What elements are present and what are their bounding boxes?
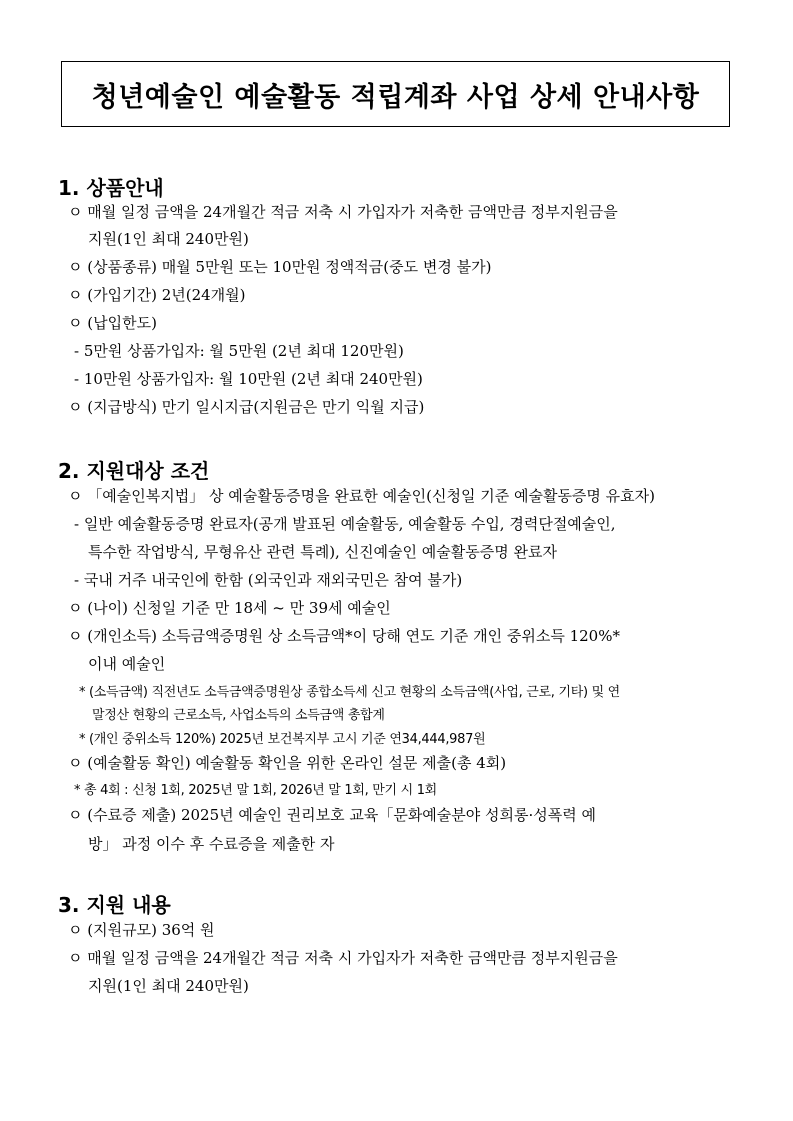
note-median-income: * (개인 중위소득 120%) 2025년 보건복지부 고시 기준 연34,444,987원	[79, 732, 486, 747]
eligibility-line-1: ㅇ 「예술인복지법」 상 예술활동증명을 완료한 예술인(신청일 기준 예술활동증명 유효자)	[68, 487, 656, 505]
eligibility-line-2: - 일반 예술활동증명 완료자(공개 발표된 예술활동, 예술활동 수입, 경력단절예술인,	[74, 515, 616, 533]
product-payment-line: ㅇ (지급방식) 만기 일시지급(지원금은 만기 익월 지급)	[68, 398, 425, 416]
product-period-line: ㅇ (가입기간) 2년(24개월)	[68, 286, 246, 304]
product-line-2: 지원(1인 최대 240만원)	[88, 230, 249, 248]
product-type-line: ㅇ (상품종류) 매월 5만원 또는 10만원 정액적금(중도 변경 불가)	[68, 258, 492, 276]
product-limit-10: - 10만원 상품가입자: 월 10만원 (2년 최대 240만원)	[74, 370, 423, 388]
eligibility-age-line: ㅇ (나이) 신청일 기준 만 18세 ~ 만 39세 예술인	[68, 599, 391, 617]
note-income-2: 말정산 현황의 근로소득, 사업소득의 소득금액 총합계	[92, 708, 385, 723]
title-box	[61, 61, 730, 127]
eligibility-line-3: 특수한 작업방식, 무형유산 관련 특례), 신진예술인 예술활동증명 완료자	[88, 543, 557, 561]
note-survey: * 총 4회 : 신청 1회, 2025년 말 1회, 2026년 말 1회, 만기 시 1회	[74, 783, 437, 798]
eligibility-activity-line: ㅇ (예술활동 확인) 예술활동 확인을 위한 온라인 설문 제출(총 4회)	[68, 754, 507, 772]
eligibility-line-4: - 국내 거주 내국인에 한함 (외국인과 재외국민은 참여 불가)	[74, 571, 463, 589]
eligibility-income-line: ㅇ (개인소득) 소득금액증명원 상 소득금액*이 당해 연도 기준 개인 중위소득 120%*	[68, 627, 620, 645]
page-title: 청년예술인 예술활동 적립계좌 사업 상세 안내사항	[91, 81, 700, 113]
product-limit-5: - 5만원 상품가입자: 월 5만원 (2년 최대 120만원)	[74, 342, 404, 360]
eligibility-income-line-2: 이내 예술인	[88, 655, 166, 673]
product-limit-line: ㅇ (납입한도)	[68, 314, 157, 332]
product-line-1: ㅇ 매월 일정 금액을 24개월간 적금 저축 시 가입자가 저축한 금액만큼 정부지원금을	[68, 203, 618, 221]
support-scale-line: ㅇ (지원규모) 36억 원	[68, 921, 215, 939]
section-heading-support: 3. 지원 내용	[58, 893, 171, 917]
eligibility-certificate-line: ㅇ (수료증 제출) 2025년 예술인 권리보호 교육「문화예술분야 성희롱·성폭력 예	[68, 806, 597, 824]
support-line-1: ㅇ 매월 일정 금액을 24개월간 적금 저축 시 가입자가 저축한 금액만큼 정부지원금을	[68, 949, 618, 967]
support-line-2: 지원(1인 최대 240만원)	[88, 977, 249, 995]
section-heading-eligibility: 2. 지원대상 조건	[58, 459, 210, 483]
section-heading-product: 1. 상품안내	[58, 176, 164, 200]
note-income-1: * (소득금액) 직전년도 소득금액증명원상 종합소득세 신고 현황의 소득금액(사업, 근로, 기타) 및 연	[79, 685, 620, 700]
eligibility-certificate-line-2: 방」 과정 이수 후 수료증을 제출한 자	[88, 835, 335, 853]
